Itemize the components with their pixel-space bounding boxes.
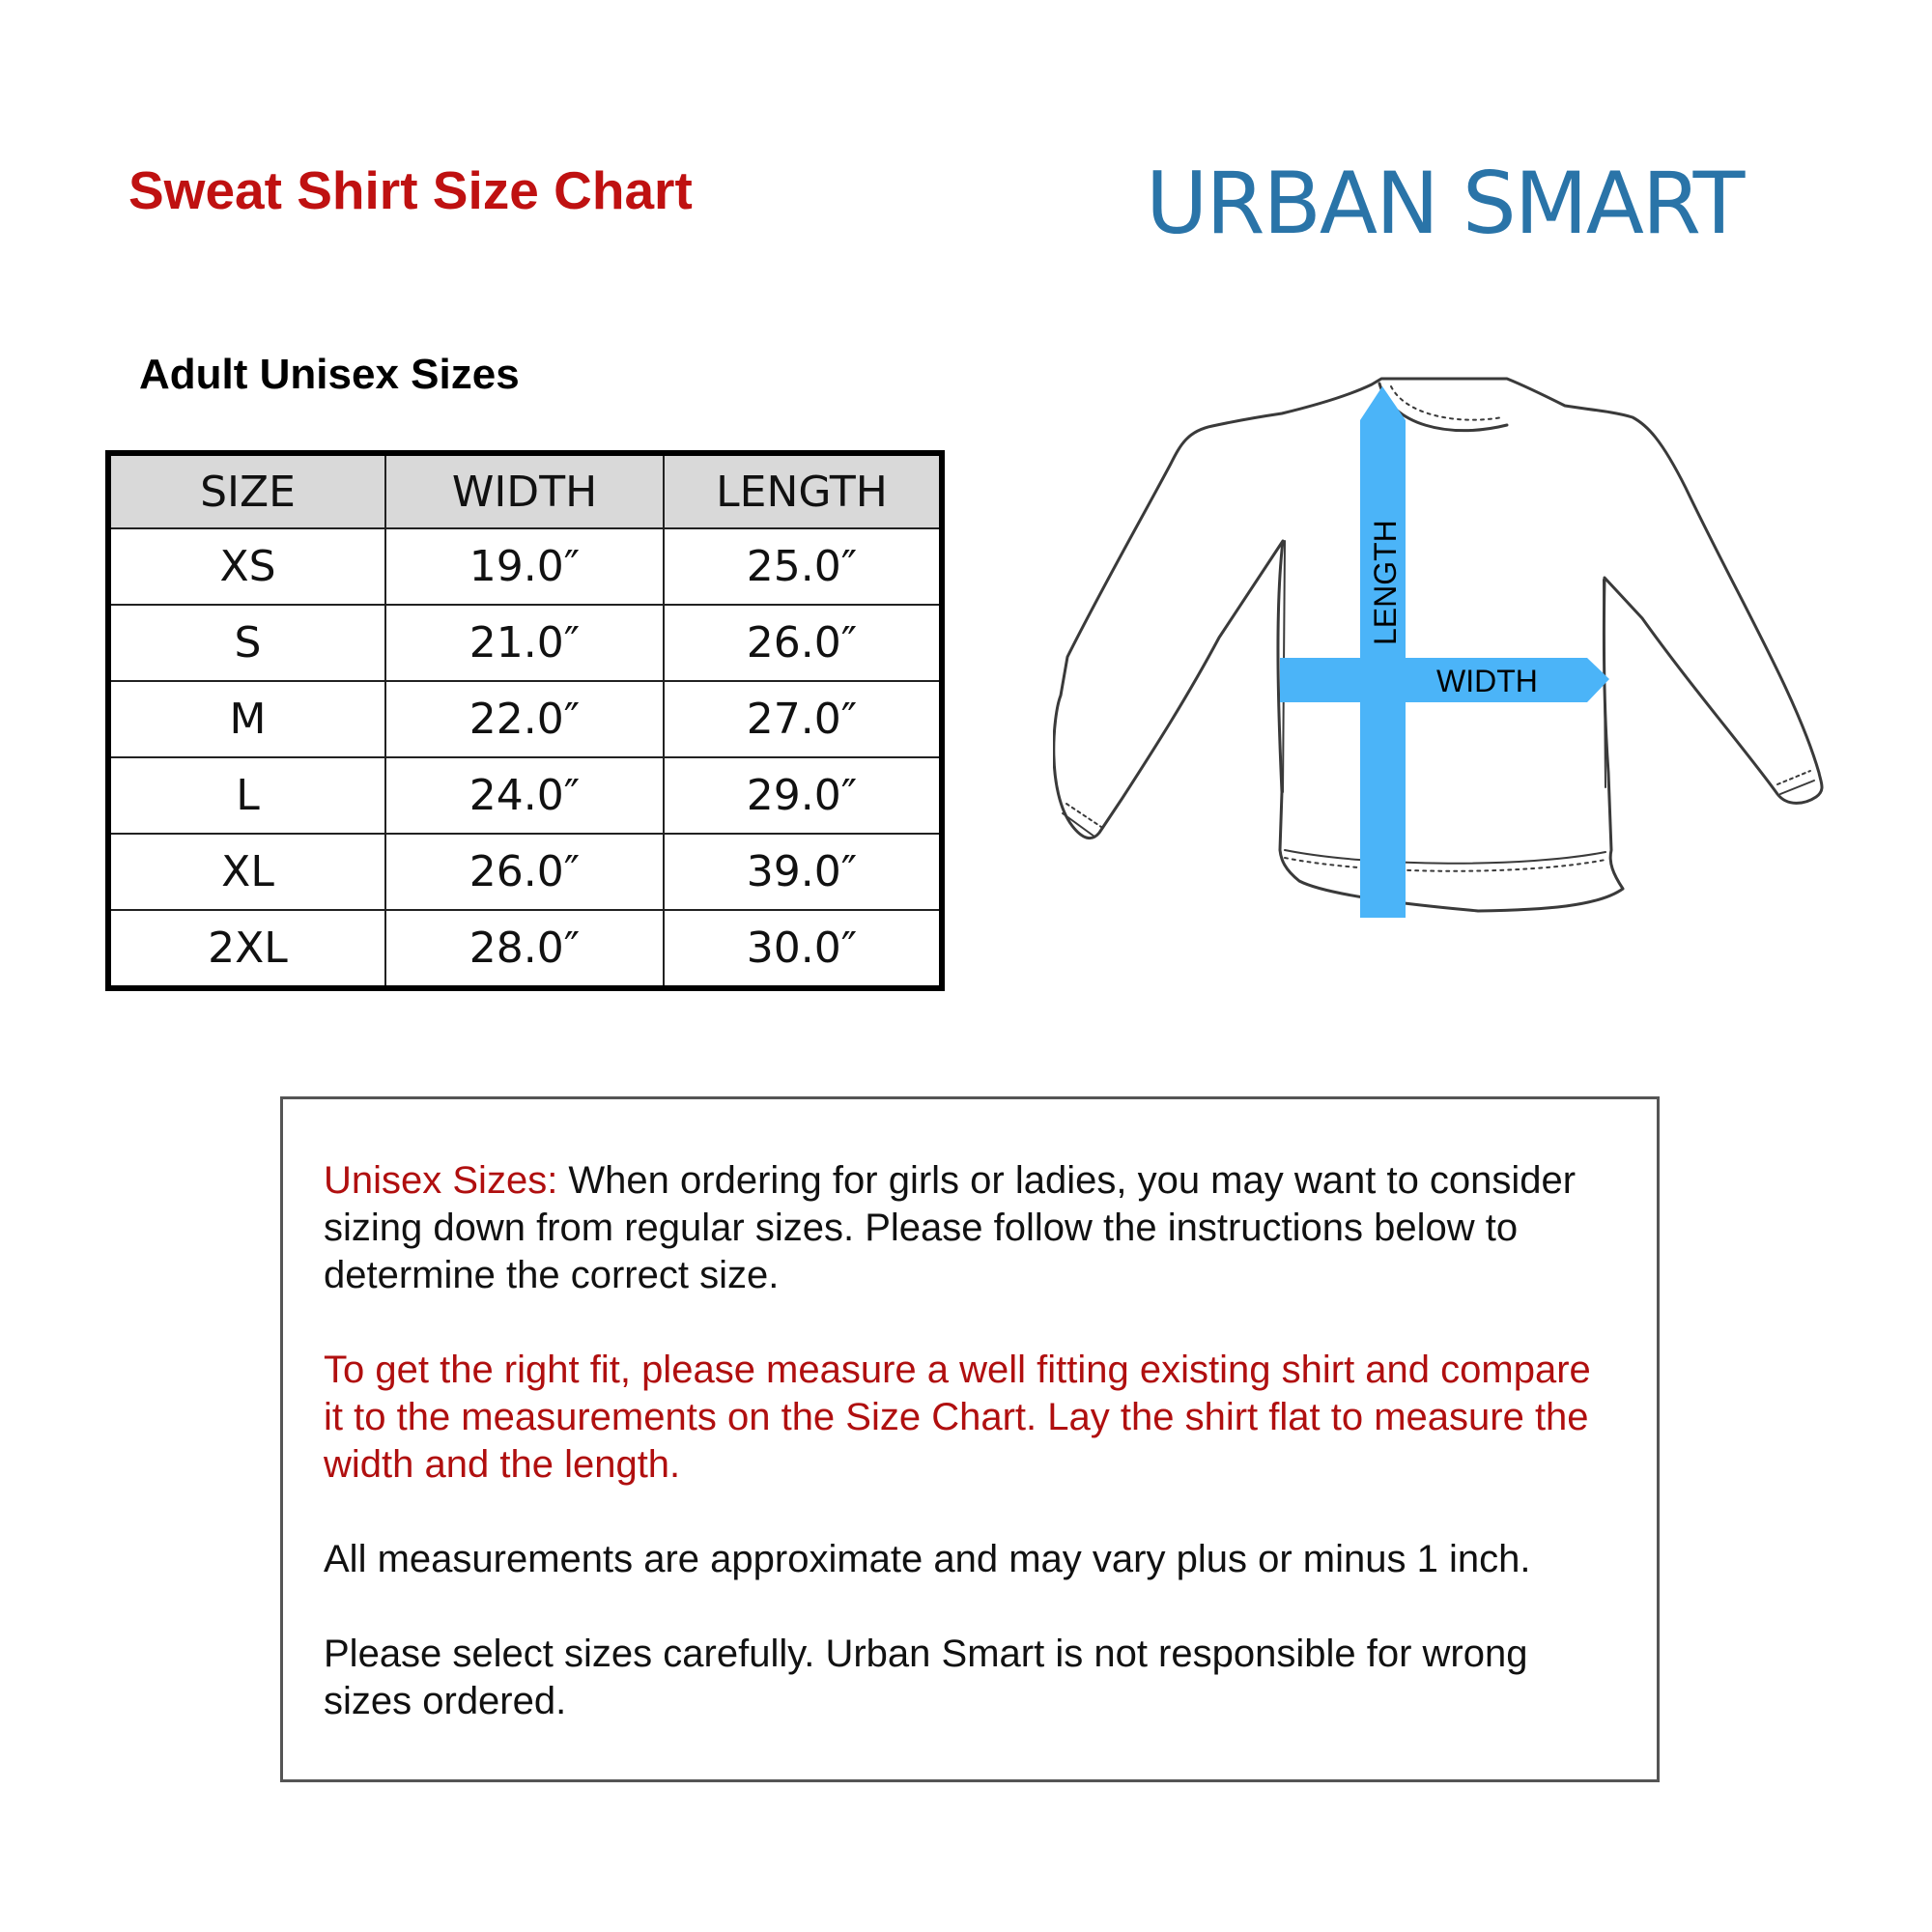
shirt-body-outline <box>1054 379 1822 911</box>
column-header-length: LENGTH <box>664 453 942 528</box>
brand-logo: URBAN SMART <box>1146 154 1744 253</box>
note-select-carefully: Please select sizes carefully. Urban Smart is not responsible for wrong sizes ordered. <box>324 1633 1528 1722</box>
size-cell: M <box>108 681 385 757</box>
table-row <box>108 605 942 681</box>
size-cell: XS <box>108 528 385 605</box>
sweatshirt-diagram <box>1053 367 1826 927</box>
waistband-line <box>1285 850 1605 864</box>
size-cell: 2XL <box>108 910 385 988</box>
table-row <box>108 834 942 910</box>
column-header-size: SIZE <box>108 453 385 528</box>
width-label: WIDTH <box>1436 664 1538 698</box>
size-table <box>105 450 945 991</box>
width-cell: 22.0″ <box>385 681 664 757</box>
table-row <box>108 681 942 757</box>
note-unisex-label: Unisex Sizes: <box>324 1159 558 1202</box>
width-cell: 21.0″ <box>385 605 664 681</box>
length-cell: 26.0″ <box>664 605 942 681</box>
length-cell: 30.0″ <box>664 910 942 988</box>
length-cell: 39.0″ <box>664 834 942 910</box>
length-cell: 29.0″ <box>664 757 942 834</box>
page-title: Sweat Shirt Size Chart <box>128 160 693 220</box>
length-arrow <box>1360 386 1406 918</box>
note-unisex <box>324 1157 1618 1299</box>
width-cell: 28.0″ <box>385 910 664 988</box>
size-cell: XL <box>108 834 385 910</box>
width-cell: 26.0″ <box>385 834 664 910</box>
section-title: Adult Unisex Sizes <box>139 351 520 398</box>
length-label: LENGTH <box>1368 520 1403 645</box>
width-cell: 24.0″ <box>385 757 664 834</box>
width-cell: 19.0″ <box>385 528 664 605</box>
table-row <box>108 528 942 605</box>
length-cell: 27.0″ <box>664 681 942 757</box>
note-fit: To get the right fit, please measure a well fitting existing shirt and compare it to the measurements on the Size Chart. Lay the shirt flat to measure the width and the length. <box>324 1349 1591 1486</box>
length-cell: 25.0″ <box>664 528 942 605</box>
table-header-row <box>108 453 942 528</box>
size-notes-box <box>280 1096 1660 1782</box>
note-unisex-text: When ordering for girls or ladies, you may want to consider sizing down from regular sizes. Please follow the instructions below to determine the correct size. <box>324 1159 1577 1296</box>
size-cell: S <box>108 605 385 681</box>
size-cell: L <box>108 757 385 834</box>
table-row <box>108 757 942 834</box>
column-header-width: WIDTH <box>385 453 664 528</box>
table-row <box>108 910 942 988</box>
note-approximate: All measurements are approximate and may vary plus or minus 1 inch. <box>324 1538 1531 1580</box>
